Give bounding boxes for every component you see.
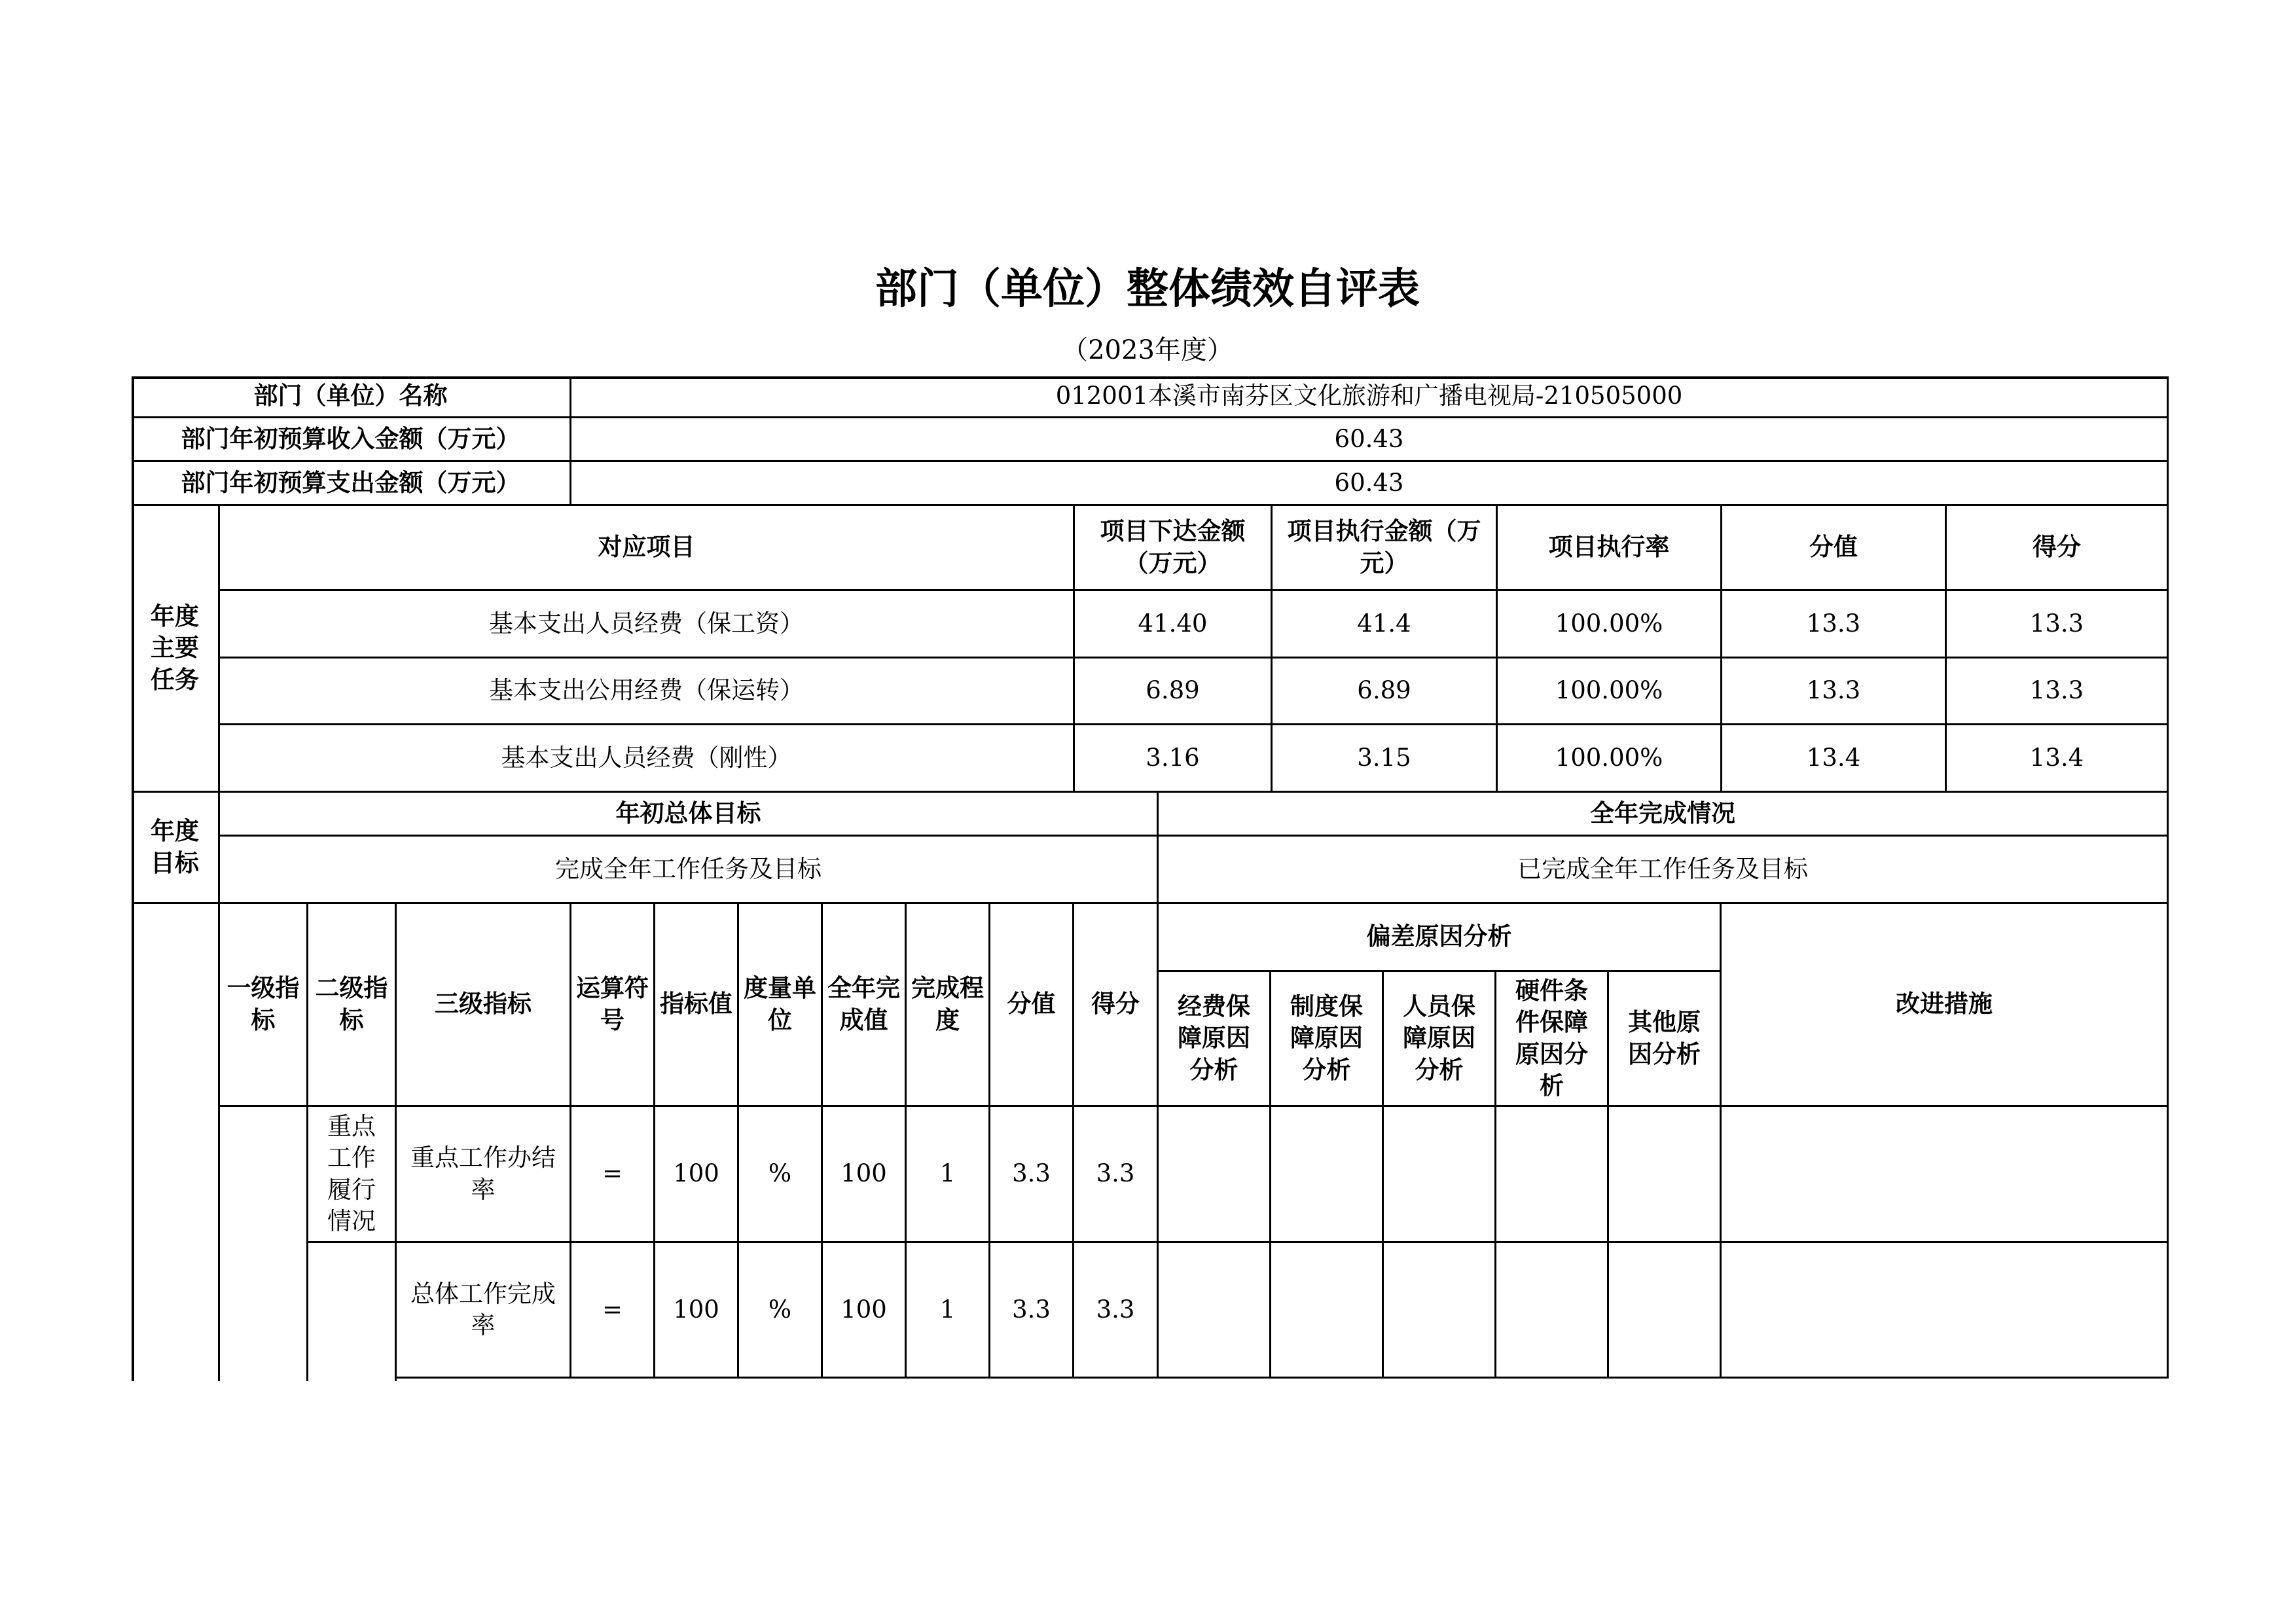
level3-cell: 总体工作完成率 — [397, 1243, 571, 1379]
initial-goal-value: 完成全年工作任务及目标 — [220, 837, 1159, 904]
tasks-col-executed: 项目执行金额（万元） — [1273, 506, 1498, 591]
task-row-score: 13.3 — [1947, 659, 2169, 725]
page-subtitle: （2023年度） — [1062, 335, 1233, 365]
actual-cell: 100 — [823, 1243, 907, 1379]
task-row-project: 基本支出人员经费（保工资） — [220, 591, 1075, 659]
tasks-col-project: 对应项目 — [220, 506, 1075, 591]
unit-name-value: 012001本溪市南芬区文化旅游和广播电视局-210505000 — [571, 376, 2169, 418]
task-row-score-value: 13.3 — [1722, 659, 1947, 725]
expense-label: 部门年初预算支出金额（万元） — [132, 462, 571, 506]
col-level1: 一级指标 — [220, 904, 308, 1107]
dev-system-cell — [1271, 1107, 1384, 1243]
task-row-rate: 100.00% — [1498, 591, 1722, 659]
evaluation-table — [132, 376, 2169, 1381]
col-unit: 度量单位 — [739, 904, 823, 1107]
task-row-rate: 100.00% — [1498, 659, 1722, 725]
row-continuation-line — [395, 1367, 397, 1381]
dev-other-cell — [1609, 1243, 1722, 1379]
operator-cell: = — [571, 1107, 655, 1243]
col-degree: 完成程度 — [907, 904, 990, 1107]
task-row-executed: 41.4 — [1273, 591, 1498, 659]
col-score: 得分 — [1074, 904, 1159, 1107]
task-row-score: 13.3 — [1947, 591, 2169, 659]
completion-header: 全年完成情况 — [1159, 793, 2169, 837]
initial-goal-header: 年初总体目标 — [220, 793, 1159, 837]
col-dev-other: 其他原因分析 — [1609, 972, 1722, 1107]
task-row-executed: 3.15 — [1273, 725, 1498, 793]
dev-personnel-cell — [1384, 1107, 1496, 1243]
score-value-cell: 3.3 — [990, 1243, 1074, 1379]
level2-cell — [308, 1243, 397, 1381]
indicators-section-label — [132, 904, 220, 1381]
actual-cell: 100 — [823, 1107, 907, 1243]
income-label: 部门年初预算收入金额（万元） — [132, 418, 571, 462]
task-row-score-value: 13.3 — [1722, 591, 1947, 659]
col-level2: 二级指标 — [308, 904, 397, 1107]
dev-system-cell — [1271, 1243, 1384, 1379]
tasks-col-score-value: 分值 — [1722, 506, 1947, 591]
col-operator: 运算符号 — [571, 904, 655, 1107]
task-row-project: 基本支出人员经费（刚性） — [220, 725, 1075, 793]
score-cell: 3.3 — [1074, 1107, 1159, 1243]
degree-cell: 1 — [907, 1243, 990, 1379]
goals-section-label: 年度目标 — [132, 793, 220, 904]
page-title: 部门（单位）整体绩效自评表 — [875, 265, 1420, 314]
improvement-cell — [1722, 1243, 2169, 1379]
task-row-project: 基本支出公用经费（保运转） — [220, 659, 1075, 725]
target-cell: 100 — [655, 1243, 739, 1379]
col-dev-hardware: 硬件条件保障原因分析 — [1496, 972, 1609, 1107]
dev-funding-cell — [1159, 1107, 1271, 1243]
dev-personnel-cell — [1384, 1243, 1496, 1379]
dev-funding-cell — [1159, 1243, 1271, 1379]
score-cell: 3.3 — [1074, 1243, 1159, 1379]
improvement-cell — [1722, 1107, 2169, 1243]
tasks-col-allocated: 项目下达金额（万元） — [1075, 506, 1273, 591]
tasks-section-label: 年度主要任务 — [132, 506, 220, 793]
unit-name-label: 部门（单位）名称 — [132, 376, 571, 418]
dev-hardware-cell — [1496, 1243, 1609, 1379]
task-row-allocated: 41.40 — [1075, 591, 1273, 659]
col-dev-system: 制度保障原因分析 — [1271, 972, 1384, 1107]
task-row-score-value: 13.4 — [1722, 725, 1947, 793]
task-row-score: 13.4 — [1947, 725, 2169, 793]
income-value: 60.43 — [571, 418, 2169, 462]
target-cell: 100 — [655, 1107, 739, 1243]
level2-cell: 重点工作履行情况 — [308, 1107, 397, 1243]
tasks-col-rate: 项目执行率 — [1498, 506, 1722, 591]
completion-value: 已完成全年工作任务及目标 — [1159, 837, 2169, 904]
col-dev-personnel: 人员保障原因分析 — [1384, 972, 1496, 1107]
dev-hardware-cell — [1496, 1107, 1609, 1243]
degree-cell: 1 — [907, 1107, 990, 1243]
level1-cell — [220, 1107, 308, 1381]
expense-value: 60.43 — [571, 462, 2169, 506]
task-row-rate: 100.00% — [1498, 725, 1722, 793]
level3-cell: 重点工作办结率 — [397, 1107, 571, 1243]
task-row-executed: 6.89 — [1273, 659, 1498, 725]
operator-cell: = — [571, 1243, 655, 1379]
tasks-col-score: 得分 — [1947, 506, 2169, 591]
col-dev-funding: 经费保障原因分析 — [1159, 972, 1271, 1107]
col-deviation-header: 偏差原因分析 — [1159, 904, 1722, 972]
score-value-cell: 3.3 — [990, 1107, 1074, 1243]
col-target: 指标值 — [655, 904, 739, 1107]
col-score-value: 分值 — [990, 904, 1074, 1107]
dev-other-cell — [1609, 1107, 1722, 1243]
col-actual: 全年完成值 — [823, 904, 907, 1107]
col-improvement: 改进措施 — [1722, 904, 2169, 1107]
unit-cell: % — [739, 1107, 823, 1243]
col-level3: 三级指标 — [397, 904, 571, 1107]
unit-cell: % — [739, 1243, 823, 1379]
task-row-allocated: 3.16 — [1075, 725, 1273, 793]
task-row-allocated: 6.89 — [1075, 659, 1273, 725]
